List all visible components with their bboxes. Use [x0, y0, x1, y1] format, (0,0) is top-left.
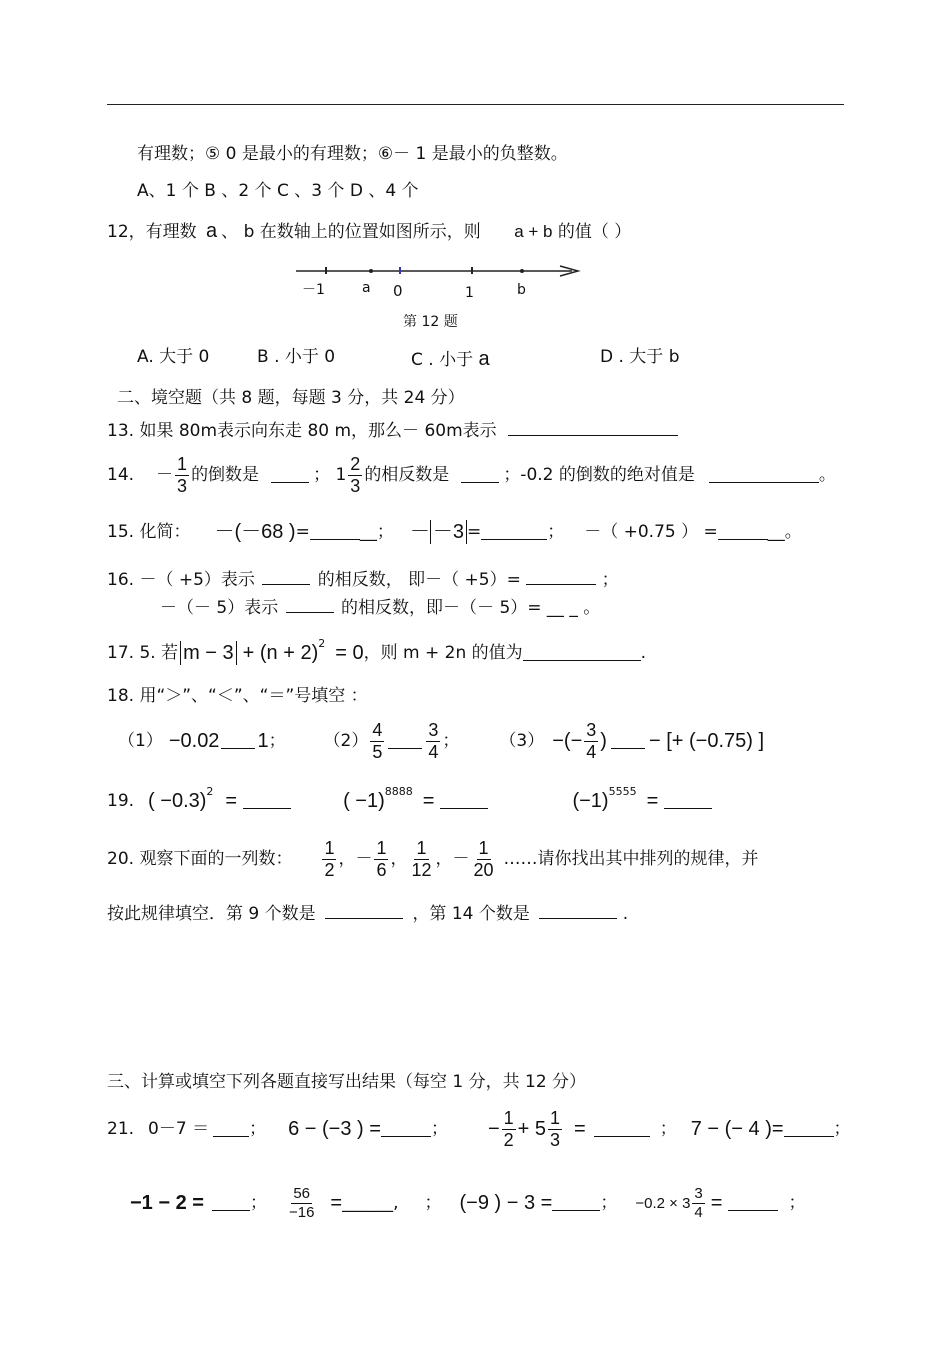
q15-blank-3[interactable] [718, 525, 768, 540]
q21-blank-1[interactable] [213, 1122, 249, 1137]
q12-stem [107, 221, 631, 241]
q21-r2-sep: ； [424, 1192, 442, 1213]
q18-p3-fraction [584, 720, 598, 762]
q18-p2-f1-num: 4 [372, 719, 383, 740]
q21-r2-f-num: 56 [293, 1185, 311, 1203]
q21-r2-blank-text[interactable]: ______, [342, 1192, 399, 1213]
q12-option-c-var: a [478, 348, 490, 370]
q17-rest: + (n + 2) [242, 642, 319, 664]
q18-p2-f1-den: 5 [372, 741, 383, 762]
q21-f1-den: 2 [503, 1129, 514, 1150]
q18-p2-label: （2） [323, 730, 369, 751]
q21-r2-eq: = [330, 1192, 343, 1214]
q15-abs-expr: －3 [430, 520, 467, 544]
q20-l2-a: 按此规律填空．第 9 个数是 [107, 904, 316, 924]
q17-end: . [640, 642, 647, 663]
q20-f2-den: 6 [376, 859, 387, 880]
q18-p1-end: ； [268, 730, 286, 751]
figure-caption: 第 12 题 [403, 314, 458, 330]
q16-l1-c: ； [601, 570, 619, 590]
q18-p3-f-num: 3 [586, 719, 597, 740]
point-a [369, 269, 373, 273]
q21-expr-3-plus: + 5 [517, 1118, 546, 1140]
q16-blank-1[interactable] [262, 570, 310, 585]
q16-l1-a: 16. －（ +5）表示 [107, 570, 255, 590]
q16-l2-c: __ _ 。 [546, 598, 601, 618]
q18-p1-label: （1） [118, 730, 163, 751]
q21-end-1: ； [249, 1118, 267, 1139]
q21-blank-3[interactable] [594, 1122, 650, 1137]
q15-eq-1: = [295, 521, 310, 542]
q20-f1-den: 2 [324, 859, 335, 880]
q17-blank[interactable] [523, 646, 641, 661]
q20-blank-1[interactable] [325, 904, 403, 919]
q21-end-3: ； [659, 1118, 677, 1139]
q13-blank[interactable] [508, 421, 678, 436]
q15-text-3: __。 [767, 521, 802, 542]
q12-stem-c: 的值（ ） [557, 222, 632, 242]
q15-text-2: ； [547, 521, 565, 542]
q21-r2-end-1: ； [249, 1192, 267, 1213]
header-rule [107, 104, 844, 105]
q21-expr-3-eq: = [574, 1118, 586, 1140]
q14-f2-den: 3 [350, 475, 361, 496]
q18-blank-3[interactable] [611, 734, 645, 749]
axis-label-zero: 0 [393, 282, 403, 300]
q19-expr-3: (−1) [572, 790, 609, 812]
q21-r2-fraction-2 [692, 1185, 704, 1221]
q20-f1-num: 1 [324, 837, 335, 858]
q21-r2-f2-den: 4 [694, 1203, 703, 1221]
q21-f1-num: 1 [503, 1107, 514, 1128]
q21-r2-f-den: −16 [288, 1203, 315, 1221]
q21-r2-expr-4: −0.2 × 3 [635, 1194, 691, 1212]
q18-p2-fraction-1 [370, 720, 384, 762]
q12-option-c [411, 349, 490, 369]
q15-blank-1[interactable] [310, 525, 360, 540]
q19 [107, 786, 712, 816]
q19-blank-2[interactable] [440, 794, 488, 809]
q21-r2-blank-4[interactable] [728, 1196, 778, 1211]
q20-line-1 [107, 834, 759, 884]
q14-fraction-2 [348, 454, 362, 496]
q20-l2-b: ，第 14 个数是 [412, 904, 530, 924]
q15-expr-1: －(－68 ) [214, 521, 296, 543]
q14-text-5: 。 [818, 464, 836, 485]
q20-sep-1: ，－ [338, 848, 373, 869]
q21-f2-den: 3 [550, 1129, 561, 1150]
q14-f2-num: 2 [350, 453, 361, 474]
q16-blank-2[interactable] [526, 570, 596, 585]
axis-label-one: 1 [465, 285, 474, 301]
q19-expr-1: ( −0.3) [148, 790, 207, 812]
q18-p1-b: 1 [257, 730, 269, 752]
q19-eq-1: = [225, 790, 238, 812]
q20-fraction-1 [322, 838, 336, 880]
q18-p3-b: ) [600, 730, 607, 752]
q21-end-2: ； [430, 1118, 448, 1139]
q21-expr-4: 7 − (− 4 )= [690, 1118, 784, 1140]
q18-p2-f2-num: 3 [428, 719, 439, 740]
q18-p3-a: −(− [552, 730, 583, 752]
q21-expr-2: 6 − (−3 ) = [288, 1118, 381, 1140]
q14-num: 14. [107, 464, 135, 485]
q11-continuation: 有理数；⑤ 0 是最小的有理数；⑥－ 1 是最小的负整数。 [137, 144, 568, 164]
q20-fraction-4 [472, 838, 496, 880]
q12-option-d: D . 大于 b [600, 347, 680, 367]
q20-f3-num: 1 [416, 837, 427, 858]
q16-l1-b: 的相反数， 即－（ +5）= [317, 570, 521, 590]
q21-blank-2[interactable] [381, 1122, 431, 1137]
q17-eq: = 0 [335, 642, 364, 664]
q18-p2-f2-den: 4 [428, 741, 439, 762]
q14-blank-1[interactable] [271, 468, 309, 483]
q20-l2-c: . [622, 904, 629, 924]
q17-exp: 2 [318, 637, 326, 650]
q19-exp-2: 8888 [384, 785, 413, 798]
q18-p3-c: − [+ (−0.75) ] [648, 730, 765, 752]
q16-l2-a: －（－ 5）表示 [160, 598, 279, 618]
q20-f3-den: 12 [411, 859, 432, 880]
q15-expr-3: －（ +0.75 ） = [584, 521, 718, 542]
q18-p2-end: ； [442, 730, 460, 751]
axis-label-b: b [517, 282, 526, 298]
q20-line-2 [107, 904, 628, 923]
q20-label: 20. 观察下面的一列数： [107, 848, 293, 869]
q12-var-a: a [206, 220, 218, 242]
q14-text-2: ； 1 [313, 464, 347, 485]
q20-f2-num: 1 [376, 837, 387, 858]
q21-r2-end-4: ； [788, 1192, 806, 1213]
q21-label: 21. [107, 1118, 135, 1139]
q21-expr-1: 0－7 ＝ [148, 1118, 210, 1139]
q17-text: ，则 m + 2n 的值为 [363, 642, 523, 663]
q16-blank-3[interactable] [286, 598, 334, 613]
q12-option-c-text: C . 小于 [411, 350, 474, 370]
q18-p1-a: −0.02 [168, 730, 220, 752]
point-b [520, 269, 524, 273]
q21-blank-4[interactable] [784, 1122, 834, 1137]
q21-expr-3-neg: − [487, 1118, 500, 1140]
q21-r2-expr-1: −1 − 2 = [130, 1192, 204, 1214]
q14-neg: － [156, 464, 174, 485]
q16-line-2 [160, 598, 600, 617]
q21-row-2 [130, 1172, 805, 1234]
q20-f4-den: 20 [473, 859, 494, 880]
q19-exp-3: 5555 [608, 785, 637, 798]
q19-blank-3[interactable] [664, 794, 712, 809]
q12-option-a: A. 大于 0 [137, 347, 210, 367]
q19-exp-1: 2 [206, 785, 214, 798]
section-3-title: 三、计算或填空下列各题直接写出结果（每空 1 分，共 12 分） [107, 1072, 587, 1092]
q20-f4-num: 1 [478, 837, 489, 858]
q14-blank-3[interactable] [709, 468, 819, 483]
q17-label: 17. 5. 若 [107, 642, 179, 663]
q21-row-1 [107, 1104, 851, 1154]
q19-blank-1[interactable] [243, 794, 291, 809]
q21-r2-end-3: ； [600, 1192, 618, 1213]
q15 [107, 517, 802, 547]
q14-blank-2[interactable] [461, 468, 499, 483]
q14 [107, 450, 836, 500]
q20-fraction-3 [409, 838, 433, 880]
q13-text: 13. 如果 80m表示向东走 80 m，那么－ 60m表示 [107, 421, 497, 441]
q18-p3-f-den: 4 [586, 741, 597, 762]
q15-label: 15. 化简： [107, 521, 191, 542]
q18-blank-2[interactable] [388, 734, 422, 749]
q17-abs-expr: m − 3 [180, 641, 237, 665]
q12-stem-a: 12，有理数 [107, 222, 197, 242]
q21-r2-eq-4: = [710, 1192, 723, 1214]
q21-r2-fraction [287, 1185, 316, 1221]
q20-sep-2: ， [390, 848, 408, 869]
q18-parts [118, 716, 764, 766]
q14-text-1: 的倒数是 [191, 464, 260, 485]
q21-fraction-2 [548, 1108, 562, 1150]
q21-r2-f2-num: 3 [694, 1185, 703, 1203]
q18-blank-1[interactable] [221, 734, 255, 749]
q12-option-b: B . 小于 0 [257, 347, 336, 367]
axis-label-minus-one: －1 [302, 282, 325, 298]
q21-fraction-1 [502, 1108, 516, 1150]
number-line-diagram [290, 258, 590, 306]
q18-p2-fraction-2 [426, 720, 440, 762]
q16-l2-b: 的相反数，即－（－ 5）= [341, 598, 542, 618]
axis-label-a: a [362, 280, 371, 296]
q19-eq-2: = [422, 790, 435, 812]
q13 [107, 421, 678, 440]
q21-r2-blank-3[interactable] [552, 1196, 600, 1211]
q14-f1-num: 1 [177, 453, 188, 474]
q15-eq-2: = [466, 521, 482, 542]
q20-blank-2[interactable] [539, 904, 617, 919]
q21-r2-expr-3: (−9 ) − 3 = [459, 1192, 553, 1214]
q19-label: 19. [107, 790, 135, 811]
q15-expr-2a: － [409, 521, 430, 543]
q21-end-4: ； [833, 1118, 851, 1139]
q14-text-4: ；-0.2 的倒数的绝对值是 [503, 464, 695, 485]
q11-options: A、1 个 B 、2 个 C 、3 个 D 、4 个 [137, 181, 419, 201]
q20-fraction-2 [374, 838, 388, 880]
section-2-title: 二、境空题（共 8 题，每题 3 分，共 24 分） [117, 388, 465, 408]
q20-tail: ……请你找出其中排列的规律，并 [503, 848, 759, 869]
q14-f1-den: 3 [177, 475, 188, 496]
q12-stem-b: 、 b 在数轴上的位置如图所示，则 [221, 222, 481, 242]
q19-expr-2: ( −1) [343, 790, 385, 812]
q18-label: 18. 用“＞”、“＜”、“＝”号填空 ： [107, 686, 368, 706]
q14-fraction-1 [175, 454, 189, 496]
q15-blank-2[interactable] [481, 525, 547, 540]
q18-p3-label: （3） [499, 730, 545, 751]
q19-eq-3: = [646, 790, 659, 812]
q21-r2-blank-1[interactable] [212, 1196, 250, 1211]
q15-text-1: __； [359, 521, 394, 542]
q21-f2-num: 1 [550, 1107, 561, 1128]
q12-expr: a + b [514, 222, 553, 241]
q17 [107, 638, 646, 668]
q20-sep-3: ，－ [435, 848, 470, 869]
q16-line-1 [107, 570, 619, 589]
q14-text-3: 的相反数是 [364, 464, 450, 485]
